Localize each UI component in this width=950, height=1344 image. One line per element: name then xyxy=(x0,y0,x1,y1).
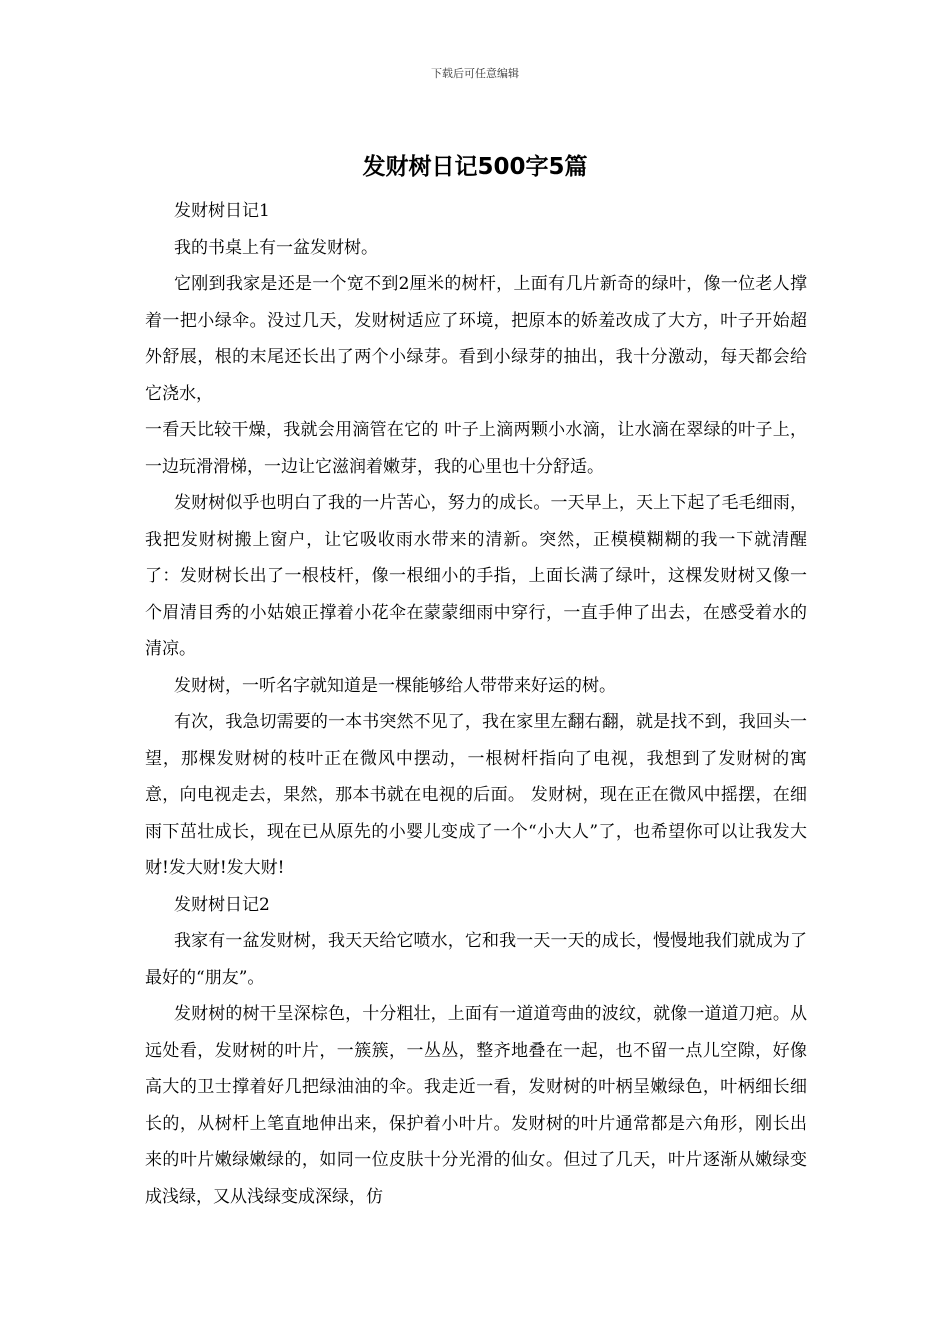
paragraph: 发财树的树干呈深棕色，十分粗壮，上面有一道道弯曲的波纹，就像一道道刀疤。从远处看，发财树的叶片，一簇簇，一丛丛，整齐地叠在一起，也不留一点儿空隙，好像高大的卫士撑着好几把绿油油的伞。我走近一看，发财树的叶柄呈嫩绿色，叶柄细长细长的，从树杆上笔直地伸出来，保护着小叶片。发财树的叶片通常都是六角形，刚长出来的叶片嫩绿嫩绿的，如同一位皮肤十分光滑的仙女。但过了几天，叶片逐渐从嫩绿变成浅绿，又从浅绿变成深绿，仿 xyxy=(145,1004,807,1207)
document-body xyxy=(145,193,807,1215)
paragraph: 我家有一盆发财树，我天天给它喷水，它和我一天一天的成长，慢慢地我们就成为了最好的“朋友”。 xyxy=(145,931,807,988)
header-note: 下载后可任意编辑 xyxy=(431,67,519,80)
paragraph: 发财树，一听名字就知道是一棵能够给人带带来好运的树。 xyxy=(174,675,616,696)
paragraph: 发财树日记1 xyxy=(174,201,270,221)
paragraph: 发财树似乎也明白了我的一片苦心，努力的成长。一天早上，天上下起了毛毛细雨，我把发财树搬上窗户，让它吸收雨水带来的清新。突然，正模模糊糊的我一下就清醒了：发财树长出了一根枝杆，像一根细小的手指，上面长满了绿叶，这棵发财树又像一个眉清目秀的小姑娘正撑着小花伞在蒙蒙细雨中穿行，一直手伸了出去，在感受着水的清凉。 xyxy=(145,493,807,659)
paragraph: 有次，我急切需要的一本书突然不见了，我在家里左翻右翻，就是找不到，我回头一望，那棵发财树的枝叶正在微风中摆动，一根树杆指向了电视，我想到了发财树的寓意，向电视走去，果然，那本书就在电视的后面。 发财树，现在正在微风中摇摆，在细雨下茁壮成长，现在已从原先的小婴儿变成了一个“小大人”了，也希望你可以让我发大财!发大财!发大财! xyxy=(145,712,807,878)
paragraph: 发财树日记2 xyxy=(174,894,270,915)
paragraph: 一看天比较干燥，我就会用滴管在它的 叶子上滴两颗小水滴，让水滴在翠绿的叶子上，一边玩滑滑梯，一边让它滋润着嫩芽，我的心里也十分舒适。 xyxy=(145,420,807,477)
document-title: 发财树日记500字5篇 xyxy=(362,154,588,180)
paragraph: 我的书桌上有一盆发财树。 xyxy=(174,237,378,258)
paragraph: 它刚到我家是还是一个宽不到2厘米的树杆，上面有几片新奇的绿叶，像一位老人撑着一把小绿伞。没过几天，发财树适应了环境，把原本的娇羞改成了大方，叶子开始超外舒展，根的末尾还长出了两个小绿芽。看到小绿芽的抽出，我十分激动，每天都会给它浇水， xyxy=(145,274,807,404)
